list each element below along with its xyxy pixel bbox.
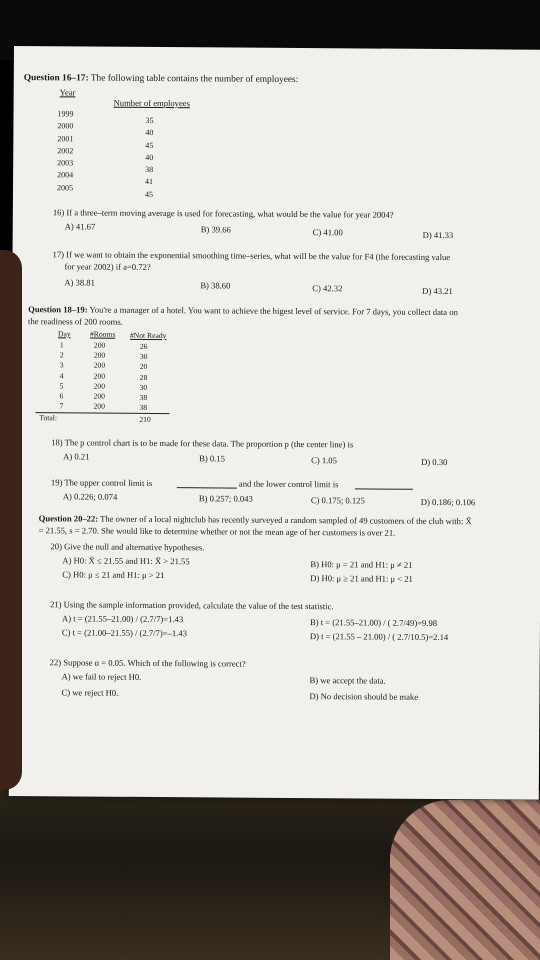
q20-22-intro-line1 [39, 514, 472, 526]
q19-option-c: C) 0.175; 0.125 [310, 495, 365, 506]
col-day-header: Day [57, 329, 71, 339]
year-cell: 2000 [57, 121, 74, 131]
rooms-cell: 200 [93, 340, 106, 350]
q22-option-a: A) we fail to reject H0. [61, 671, 142, 682]
q18-19-intro-line2: the readiness of 200 rooms. [28, 316, 123, 327]
year-cell: 2005 [56, 183, 74, 193]
day-cell: 7 [59, 401, 64, 411]
q20-option-d: D) H0: μ ≥ 21 and H1: μ < 21 [310, 573, 413, 584]
thumb [0, 250, 22, 790]
q20-text: 20) Give the null and alternative hypotheses. [50, 541, 205, 553]
q16-17-text: The following table contains the number of employees: [90, 73, 299, 85]
worksheet-page [9, 46, 540, 800]
q17-option-a: A) 38.81 [64, 277, 95, 288]
q21-text: 21) Using the sample information provided, calculate the value of the test statistic. [50, 599, 334, 612]
year-cell: 2001 [57, 133, 74, 144]
q18-option-c: C) 1.05 [311, 455, 337, 466]
q22-text: 22) Suppose α = 0.05. Which of the following is correct? [49, 657, 246, 669]
q17-text-line1: 17) If we want to obtain the exponential smoothing time–series, what will be the value for F4 (the forecasting value [52, 249, 451, 263]
q20-option-c: C) H0: μ ≤ 21 and H1: μ > 21 [62, 569, 165, 581]
day-cell: 1 [59, 340, 64, 350]
q19-option-a: A) 0.226; 0.074 [62, 491, 118, 502]
employees-cell: 40 [145, 152, 154, 162]
q20-22-intro-line2: = 21.55, s = 2.70. She would like to determine whether or not the mean age of her customers is over 21. [38, 525, 396, 538]
day-cell: 2 [59, 350, 64, 360]
day-cell: 3 [59, 360, 64, 370]
day-column [59, 340, 63, 411]
q20-22-label: Question 20–22: [38, 513, 99, 524]
q18-19-intro-line1 [28, 305, 458, 317]
rooms-cell: 200 [93, 401, 105, 411]
q18-option-a: A) 0.21 [63, 451, 90, 462]
rooms-cell: 200 [93, 371, 106, 381]
employees-cell: 45 [145, 140, 154, 150]
q21-option-d: D) t = (21.55 – 21.00) / ( 2.7/10.5)=2.14 [309, 631, 449, 643]
q16-option-a: A) 41.67 [64, 221, 96, 232]
rooms-cell: 200 [93, 350, 106, 360]
q22-option-d: D) No decision should be make [309, 691, 419, 702]
q20-option-b: B) H0: μ = 21 and H1: μ ≠ 21 [310, 559, 413, 570]
q17-text-line2: for year 2002) if a=0.72? [64, 261, 151, 272]
total-value: 210 [139, 414, 151, 424]
q16-17-label: Question 16–17: [23, 73, 89, 84]
not-ready-cell: 30 [139, 382, 148, 392]
employees-column [145, 115, 154, 201]
q17-option-d: D) 43.21 [422, 285, 453, 297]
not-ready-cell: 38 [139, 403, 148, 413]
employees-cell: 38 [145, 165, 154, 175]
not-ready-cell: 30 [139, 352, 148, 362]
q21-option-b: B) t = (21.55–21.00) / ( 2.7/49)=9.98 [309, 617, 438, 628]
employees-cell: 40 [145, 128, 154, 138]
q20-22-text: The owner of a local nightclub has recently surveyed a random sampled of 49 customers of the club with: X̄ [100, 513, 472, 527]
rooms-cell: 200 [93, 381, 106, 391]
day-cell: 5 [59, 381, 64, 391]
rooms-column [93, 341, 105, 412]
employees-cell: 45 [144, 189, 153, 199]
total-label: Total: [39, 413, 58, 423]
year-cell: 2003 [57, 158, 74, 168]
year-cell: 2004 [57, 170, 74, 180]
q16-17-intro [24, 74, 299, 85]
not-ready-cell: 20 [139, 362, 148, 372]
not-ready-column [139, 342, 147, 413]
q16-option-b: B) 39.66 [200, 224, 231, 235]
q19-option-d: D) 0.186; 0.106 [420, 496, 476, 508]
not-ready-cell: 26 [139, 341, 148, 351]
col-not-ready-header: #Not Ready [129, 330, 167, 341]
q18-option-d: D) 0.30 [421, 456, 448, 468]
rooms-cell: 200 [93, 360, 106, 371]
year-cell: 2002 [57, 146, 74, 156]
q19-text-a: 19) The upper control limit is [50, 477, 153, 488]
employees-cell: 41 [145, 177, 154, 187]
q22-option-b: B) we accept the data. [309, 675, 386, 686]
q17-option-b: B) 38.60 [200, 280, 231, 291]
q18-option-b: B) 0.15 [199, 453, 225, 464]
q19-text-b: and the lower control limit is [238, 478, 339, 490]
patterned-fabric [390, 800, 540, 960]
not-ready-cell: 28 [139, 372, 148, 382]
employees-cell: 35 [145, 115, 154, 125]
q20-option-a: A) H0: X̄ ≤ 21.55 and H1: X̄ > 21.55 [62, 555, 190, 567]
day-cell: 4 [59, 370, 64, 380]
q19-blank-upper [177, 487, 237, 488]
q19-option-b: B) 0.257; 0.043 [198, 493, 253, 504]
year-column [57, 108, 74, 194]
q18-19-text: You're a manager of a hotel. You want to achieve the higest level of service. For 7 days, you collect data on [89, 304, 458, 318]
q16-option-c: C) 41.00 [312, 227, 343, 238]
day-cell: 6 [59, 391, 64, 401]
rooms-cell: 200 [93, 391, 105, 401]
col-employees-header: Number of employees [113, 97, 191, 109]
q18-19-label: Question 18–19: [28, 304, 88, 315]
q16-text: 16) If a three–term moving average is used for forecasting, what would be the value for year 2004? [52, 207, 394, 220]
q18-text: 18) The p control chart is to be made for these data. The proportion p (the center line) is [51, 437, 354, 450]
not-ready-cell: 38 [139, 392, 148, 402]
year-cell: 1999 [57, 109, 74, 119]
q21-option-c: C) t = (21.00–21.55) / (2.7/7)=–1.43 [61, 627, 187, 639]
q19-blank-lower [355, 488, 413, 489]
col-rooms-header: #Rooms [89, 329, 116, 339]
q21-option-a: A) t = (21.55–21.00) / (2.7/7)=1.43 [61, 613, 184, 625]
q22-option-c: C) we reject H0. [61, 687, 119, 698]
col-year-header: Year [59, 87, 76, 98]
q16-option-d: D) 41.33 [422, 229, 454, 241]
q17-option-c: C) 42.32 [312, 283, 343, 294]
